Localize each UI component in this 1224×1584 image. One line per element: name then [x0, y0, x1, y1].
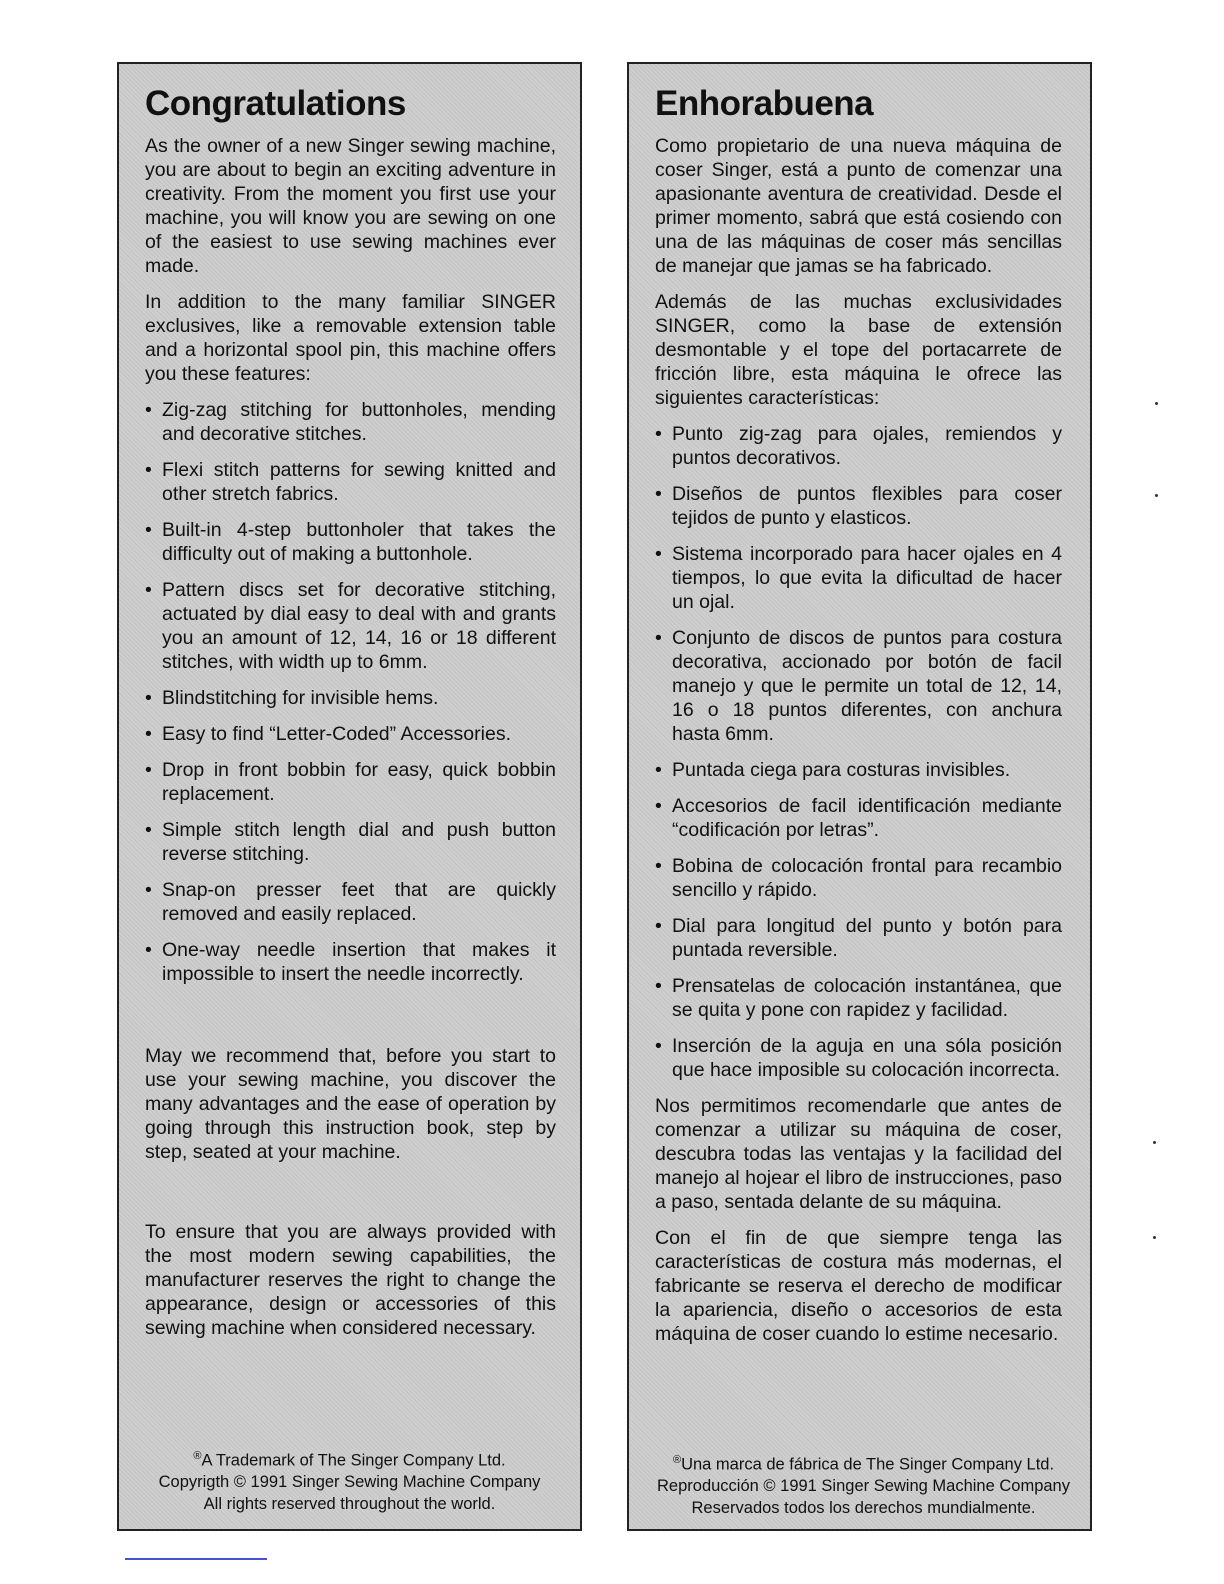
feature-item: • Zig-zag stitching for buttonholes, mending and decorative stitches.: [145, 398, 556, 446]
feature-item: • Inserción de la aguja en una sóla posición que hace imposible su colocación incorrecta.: [655, 1034, 1062, 1082]
registered-mark: ®: [193, 1449, 202, 1462]
spanish-intro: Como propietario de una nueva máquina de coser Singer, está a punto de comenzar una apasionante aventura de creatividad. Desde el primer momento, sabrá que está cosiendo con una de las máquinas de coser más sencillas de manejar que jamas se ha fabricado.: [655, 135, 1062, 277]
spanish-footer: [627, 1449, 1100, 1520]
english-feature-list: [145, 398, 556, 986]
feature-item: • Flexi stitch patterns for sewing knitted and other stretch fabrics.: [145, 458, 556, 506]
feature-item: • Bobina de colocación frontal para recambio sencillo y rápido.: [655, 854, 1062, 902]
feature-item: • Conjunto de discos de puntos para costura decorativa, accionado por botón de facil manejo y que le permite un total de 12, 14, 16 o 18 puntos diferentes, con anchura hasta 6mm.: [655, 626, 1062, 746]
feature-item: • Punto zig-zag para ojales, remiendos y puntos decorativos.: [655, 422, 1062, 470]
feature-item: • One-way needle insertion that makes it impossible to insert the needle incorrectly.: [145, 938, 556, 986]
trademark-line: ®A Trademark of The Singer Company Ltd.: [193, 1449, 506, 1469]
english-footer: [119, 1445, 580, 1516]
feature-item: • Accesorios de facil identificación mediante “codificación por letras”.: [655, 794, 1062, 842]
spanish-title: Enhorabuena: [655, 84, 874, 123]
english-rights-notice: To ensure that you are always provided with the most modern sewing capabilities, the manufacturer reserves the right to change the appearance, design or accessories of this sewing machine when considered necessary.: [145, 1221, 556, 1339]
feature-item: • Prensatelas de colocación instantánea, que se quita y pone con rapidez y facilidad.: [655, 974, 1062, 1022]
feature-item: • Blindstitching for invisible hems.: [145, 686, 556, 710]
feature-item: • Diseños de puntos flexibles para coser tejidos de punto y elasticos.: [655, 482, 1062, 530]
feature-item: • Simple stitch length dial and push button reverse stitching.: [145, 818, 556, 866]
trademark-line: ®Una marca de fábrica de The Singer Company Ltd.: [672, 1453, 1055, 1473]
copyright-line: Copyrigth © 1991 Singer Sewing Machine Company: [158, 1473, 541, 1491]
scan-speck: [1155, 494, 1158, 497]
feature-item: • Easy to find “Letter-Coded” Accessories.: [145, 722, 556, 746]
feature-item: • Puntada ciega para costuras invisibles.: [655, 758, 1062, 782]
spanish-recommendation: Nos permitimos recomendarle que antes de comenzar a utilizar su máquina de coser, descubra todas las ventajas y la facilidad del manejo al hojear el libro de instrucciones, paso a paso, sentada delante de su máquina.: [655, 1095, 1062, 1213]
english-title: Congratulations: [145, 84, 406, 123]
english-features-intro: In addition to the many familiar SINGER exclusives, like a removable extension table and a horizontal spool pin, this machine offers you these features:: [145, 291, 556, 385]
english-panel: [117, 62, 582, 1531]
feature-item: • Snap-on presser feet that are quickly removed and easily replaced.: [145, 878, 556, 926]
feature-item: • Sistema incorporado para hacer ojales en 4 tiempos, lo que evita la dificultad de hacer un ojal.: [655, 542, 1062, 614]
spanish-feature-list: [655, 422, 1062, 1082]
spanish-rights-notice: Con el fin de que siempre tenga las características de costura más modernas, el fabricante se reserva el derecho de modificar la apariencia, diseño o accesorios de esta máquina de coser cuando lo estime necesario.: [655, 1227, 1062, 1345]
copyright-line: Reproducción © 1991 Singer Sewing Machine Company: [657, 1477, 1070, 1495]
spanish-features-intro: Además de las muchas exclusividades SINGER, como la base de extensión desmontable y el tope del portacarrete de fricción libre, esta máquina le ofrece las siguientes características:: [655, 291, 1062, 409]
blue-underline-mark: [125, 1558, 267, 1560]
english-intro: As the owner of a new Singer sewing machine, you are about to begin an exciting adventure in creativity. From the moment you first use your machine, you will know you are sewing on one of the easiest to use sewing machines ever made.: [145, 135, 556, 277]
rights-line: Reservados todos los derechos mundialmente.: [691, 1499, 1036, 1517]
english-recommendation: May we recommend that, before you start to use your sewing machine, you discover the many advantages and the ease of operation by going through this instruction book, step by step, seated at your machine.: [145, 1045, 556, 1163]
feature-item: • Built-in 4-step buttonholer that takes the difficulty out of making a buttonhole.: [145, 518, 556, 566]
scan-speck: [1153, 1141, 1156, 1144]
feature-item: • Pattern discs set for decorative stitching, actuated by dial easy to deal with and grants you an amount of 12, 14, 16 or 18 different stitches, with width up to 6mm.: [145, 578, 556, 674]
registered-mark: ®: [672, 1453, 682, 1466]
spanish-panel: [627, 62, 1092, 1531]
scan-speck: [1153, 1236, 1156, 1239]
rights-line: All rights reserved throughout the world.: [203, 1495, 496, 1513]
scan-speck: [1155, 402, 1158, 405]
feature-item: • Dial para longitud del punto y botón para puntada reversible.: [655, 914, 1062, 962]
feature-item: • Drop in front bobbin for easy, quick bobbin replacement.: [145, 758, 556, 806]
